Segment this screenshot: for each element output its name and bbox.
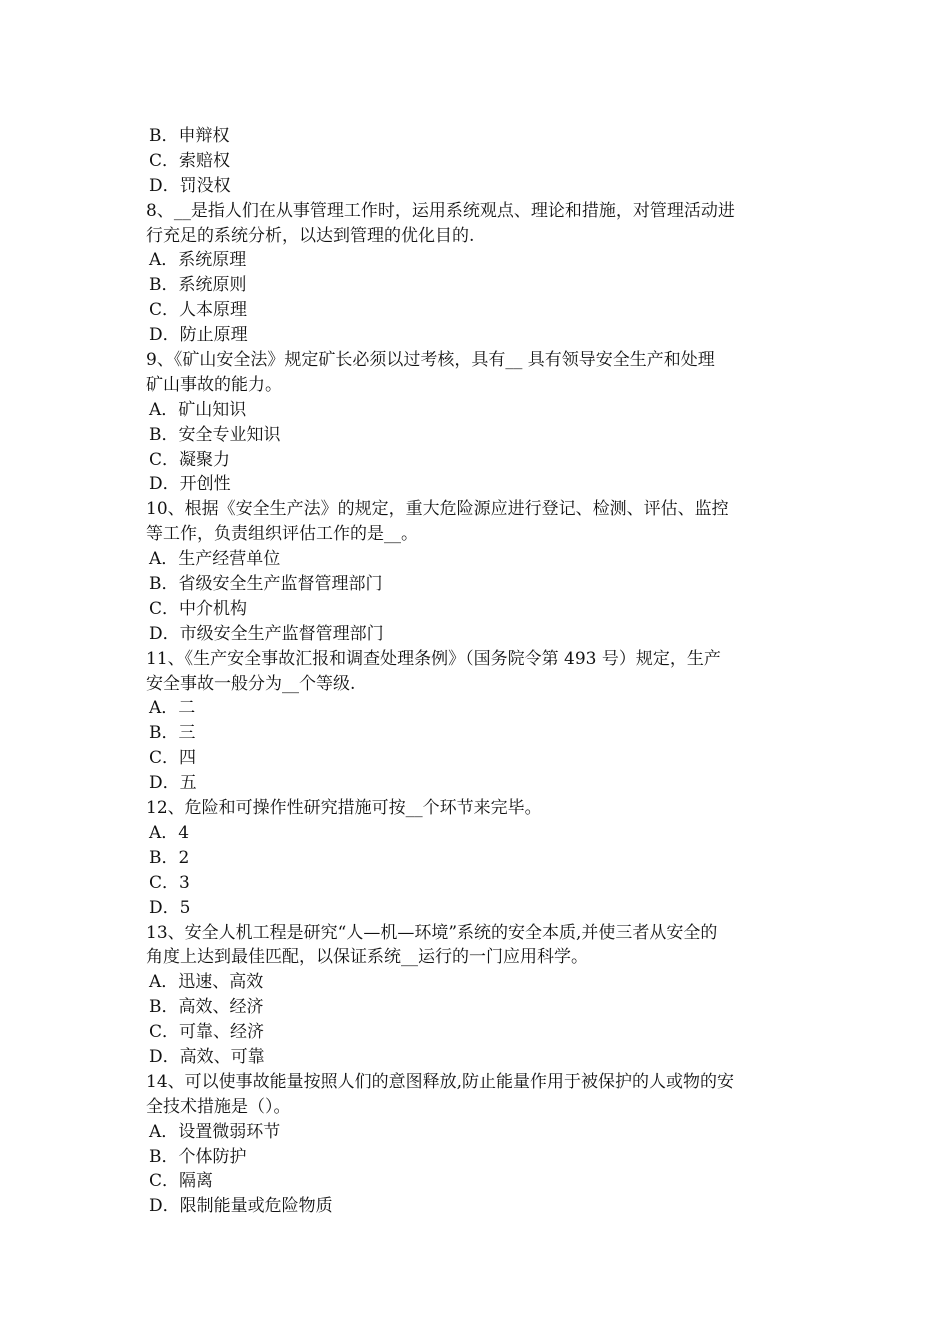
question-text: 等工作，负责组织评估工作的是__。 <box>146 524 418 545</box>
question-text: 8、__是指人们在从事管理工作时，运用系统观点、理论和措施，对管理活动进 <box>146 200 735 221</box>
question-text: 12、危险和可操作性研究措施可按__个环节来完毕。 <box>146 798 542 819</box>
option-line: B．省级安全生产监督管理部门 <box>149 574 383 595</box>
question-text: 11、《生产安全事故汇报和调查处理条例》（国务院令第 493 号）规定，生产 <box>146 648 721 669</box>
option-line: B．申辩权 <box>149 126 230 146</box>
option-line: A．生产经营单位 <box>149 549 281 570</box>
option-line: D．高效、可靠 <box>149 1046 265 1067</box>
option-line: A．4 <box>149 822 190 843</box>
question-text: 安全事故一般分为__个等级. <box>146 673 356 694</box>
option-line: B．三 <box>149 723 196 744</box>
option-line: D．市级安全生产监督管理部门 <box>149 623 384 644</box>
question-text: 全技术措施是（）。 <box>146 1096 291 1117</box>
question-text: 14、可以使事故能量按照人们的意图释放,防止能量作用于被保护的人或物的安 <box>146 1071 735 1092</box>
option-line: A．系统原理 <box>149 250 247 271</box>
question-text: 9、《矿山安全法》规定矿长必须以过考核，具有__ 具有领导安全生产和处理 <box>146 350 715 371</box>
option-line: C．隔离 <box>149 1171 214 1192</box>
option-line: C．人本原理 <box>149 300 248 321</box>
option-line: C．3 <box>149 872 190 893</box>
option-line: A．设置微弱环节 <box>149 1121 281 1142</box>
option-line: C．凝聚力 <box>149 449 231 470</box>
option-line: A．二 <box>149 698 196 719</box>
question-text: 角度上达到最佳匹配，以保证系统__运行的一门应用科学。 <box>146 947 588 968</box>
option-line: D．罚没权 <box>149 175 231 196</box>
option-line: A．迅速、高效 <box>149 972 264 993</box>
question-text: 行充足的系统分析，以达到管理的优化目的. <box>146 225 475 246</box>
option-line: B．高效、经济 <box>149 997 264 1018</box>
option-line: D．防止原理 <box>149 325 248 346</box>
option-line: D．五 <box>149 773 197 794</box>
option-line: D．开创性 <box>149 474 231 495</box>
option-line: B．安全专业知识 <box>149 424 281 445</box>
option-line: B．系统原则 <box>149 275 247 296</box>
option-line: B．2 <box>149 847 190 868</box>
option-line: C．索赔权 <box>149 150 231 171</box>
option-line: D．5 <box>149 897 191 918</box>
option-line: A．矿山知识 <box>149 399 247 420</box>
option-line: C．中介机构 <box>149 598 248 619</box>
document-page <box>146 124 816 1219</box>
question-text: 10、根据《安全生产法》的规定，重大危险源应进行登记、检测、评估、监控 <box>146 499 729 520</box>
option-line: B．个体防护 <box>149 1146 247 1167</box>
question-text: 矿山事故的能力。 <box>146 374 282 395</box>
option-line: C．四 <box>149 748 197 769</box>
option-line: C．可靠、经济 <box>149 1022 265 1043</box>
question-text: 13、安全人机工程是研究“人—机—环境”系统的安全本质,并使三者从安全的 <box>146 922 718 943</box>
option-line: D．限制能量或危险物质 <box>149 1196 333 1217</box>
